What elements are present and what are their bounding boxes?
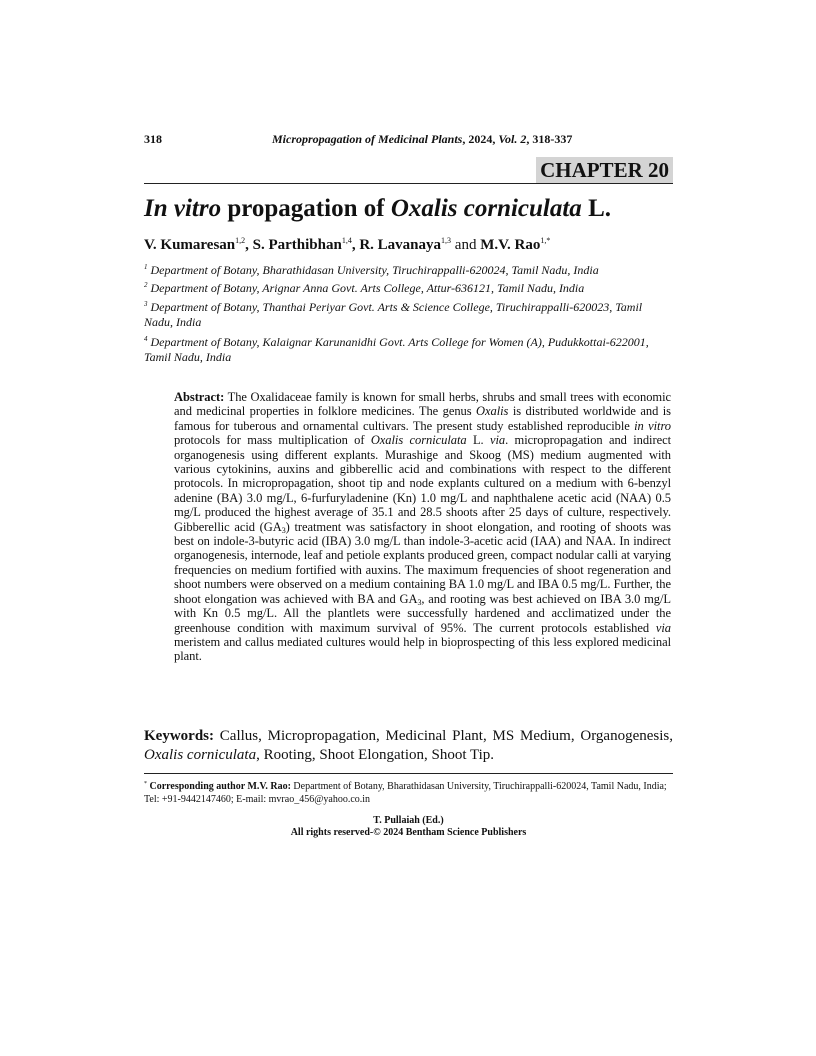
affiliation-mark: 4 bbox=[144, 335, 148, 343]
author-affiliation-mark: 1,4 bbox=[341, 236, 352, 245]
keywords bbox=[144, 727, 673, 765]
abstract-text: is distributed worldwide and is famous for tuberous and ornamental cultivars. The present study established reproducible bbox=[174, 404, 671, 433]
affiliation bbox=[144, 332, 673, 365]
author-affiliation-mark: 1,3 bbox=[441, 236, 452, 245]
editor-credit bbox=[144, 815, 673, 839]
author-list bbox=[144, 236, 550, 254]
copyright-line: All rights reserved-© 2024 Bentham Science Publishers bbox=[290, 827, 527, 838]
author-affiliation-mark: 1,* bbox=[540, 236, 551, 245]
author-name: S. Parthibhan bbox=[252, 237, 342, 253]
footnote-label: Corresponding author M.V. Rao: bbox=[147, 781, 291, 792]
title-part-3: Oxalis corniculata bbox=[390, 195, 582, 222]
affiliation-mark: 1 bbox=[144, 263, 148, 271]
abstract bbox=[174, 390, 671, 664]
keywords-text: , Rooting, Shoot Elongation, Shoot Tip. bbox=[256, 747, 495, 763]
author-separator: , bbox=[351, 237, 360, 253]
footnote-rule bbox=[144, 773, 673, 774]
title-part-1: In vitro bbox=[144, 195, 222, 222]
abstract-subscript: 3 bbox=[281, 525, 286, 535]
author-name: V. Kumaresan bbox=[144, 237, 236, 253]
abstract-subscript: 3 bbox=[417, 597, 422, 607]
affiliation-text: Department of Botany, Thanthai Periyar Govt. Arts & Science College, Tiruchirappalli-620023, Tamil Nadu, India bbox=[144, 300, 643, 329]
affiliation-text: Department of Botany, Kalaignar Karunanidhi Govt. Arts College for Women (A), Pudukkottai-622001, Tamil Nadu, India bbox=[144, 335, 649, 364]
page-number: 318 bbox=[144, 132, 162, 146]
abstract-italic: Oxalis bbox=[476, 404, 509, 419]
header-rule bbox=[144, 183, 673, 184]
journal-pages: , 318-337 bbox=[526, 132, 573, 146]
abstract-text: protocols for mass multiplication of bbox=[174, 433, 371, 448]
title-part-2: propagation of bbox=[221, 195, 391, 222]
affiliation bbox=[144, 260, 673, 278]
affiliation-mark: 2 bbox=[144, 281, 148, 289]
journal-year: , 2024, bbox=[462, 132, 499, 146]
abstract-italic: via bbox=[655, 620, 671, 635]
affiliation bbox=[144, 297, 673, 330]
affiliation bbox=[144, 278, 673, 296]
keywords-italic: Oxalis corniculata bbox=[144, 747, 257, 763]
author-separator: and bbox=[451, 237, 481, 253]
footnote-text: Department of Botany, Bharathidasan University, Tiruchirappalli-620024, Tamil Nadu, India; Tel: +91-9442147460; E-mail: mvrao_456@yahoo.co.in bbox=[144, 781, 667, 805]
author-name: M.V. Rao bbox=[480, 237, 541, 253]
journal-volume: Vol. 2 bbox=[498, 132, 527, 146]
abstract-italic: via bbox=[489, 433, 506, 448]
running-head bbox=[272, 132, 572, 147]
keywords-text: Callus, Micropropagation, Medicinal Plant, MS Medium, Organogenesis, bbox=[214, 728, 673, 744]
author-affiliation-mark: 1,2 bbox=[235, 236, 246, 245]
author-separator: , bbox=[245, 237, 253, 253]
abstract-italic: Oxalis corniculata bbox=[370, 433, 467, 448]
affiliation-text: Department of Botany, Arignar Anna Govt. Arts College, Attur-636121, Tamil Nadu, India bbox=[147, 281, 585, 295]
abstract-text: meristem and callus mediated cultures would help in bioprospecting of this less explored medicinal plant. bbox=[174, 634, 671, 664]
abstract-italic: in vitro bbox=[634, 418, 672, 433]
abstract-text: ) treatment was satisfactory in shoot elongation, and rooting of shoots was best on indole-3-butyric acid (IBA) 3.0 mg/L than indole-3-acetic acid (IAA) and NAA. In indirect organogenesis, internode, leaf and petiole explants produced green, compact nodular calli at varying frequencies on medium fortified with auxins. The maximum frequencies of shoot regeneration and shoot numbers were observed on a medium containing BA 1.0 mg/L and IBA 0.5 mg/L. Further, the shoot elongation was achieved with BA and GA bbox=[174, 519, 671, 606]
affiliation-text: Department of Botany, Bharathidasan University, Tiruchirappalli-620024, Tamil Nadu, India bbox=[147, 263, 599, 277]
journal-title: Micropropagation of Medicinal Plants bbox=[272, 132, 463, 146]
abstract-text: . micropropagation and indirect organogenesis using different explants. Murashige and Skoog (MS) medium augmented with various cytokinins, auxins and gibberellic acid and combinations with respect to the different protocols. In micropropagation, shoot tip and node explants cultured on a medium with 6-benzyl adenine (BA) 3.0 mg/L, 6-furfuryladenine (Kn) 1.0 mg/L and naphthalene acetic acid (NAA) 0.5 mg/L produced the highest average of 35.1 and 28.5 shoots after 25 days of culture, respectively. Gibberellic acid (GA bbox=[174, 433, 671, 534]
affiliation-mark: 3 bbox=[144, 300, 148, 308]
chapter-label: CHAPTER 20 bbox=[536, 157, 673, 183]
abstract-text: L. bbox=[466, 433, 490, 448]
footnote-mark: * bbox=[144, 781, 147, 787]
abstract-label: Abstract: bbox=[174, 390, 225, 404]
abstract-text: The Oxalidaceae family is known for small herbs, shrubs and small trees with economic and medicinal properties in folklore medicines. The genus bbox=[174, 390, 671, 419]
author-name: R. Lavanaya bbox=[359, 237, 442, 253]
abstract-text: , and rooting was best achieved on IBA 3.0 mg/L with Kn 0.5 mg/L. All the plantlets were successfully hardened and acclimatized under the greenhouse condition with maximum survival of 95%. The current protocols established bbox=[174, 591, 672, 635]
article-title bbox=[144, 195, 611, 223]
title-part-4: L. bbox=[581, 195, 611, 222]
corresponding-author-footnote bbox=[144, 778, 673, 806]
keywords-label: Keywords: bbox=[144, 728, 214, 744]
editor-line: T. Pullaiah (Ed.) bbox=[373, 815, 444, 826]
